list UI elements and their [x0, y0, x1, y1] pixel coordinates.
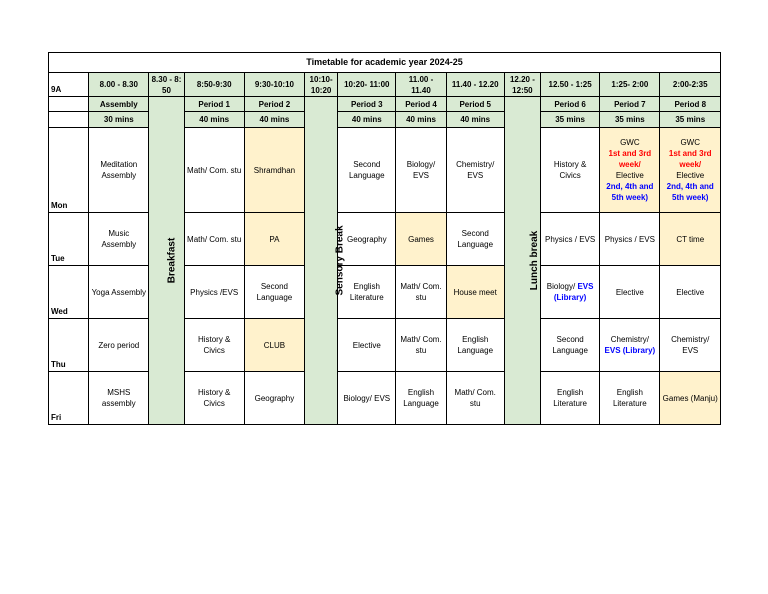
schedule-cell-library: [540, 266, 599, 319]
gwc-weeks-red: 1st and 3rd week/: [608, 149, 652, 169]
gwc-cell-p7: [600, 128, 660, 213]
time-slot: 8.00 - 8.30: [89, 73, 149, 97]
duration-label: 35 mins: [600, 112, 660, 128]
schedule-cell: Second Language: [338, 128, 396, 213]
schedule-cell-library: [600, 319, 660, 372]
schedule-cell: Physics / EVS: [540, 213, 599, 266]
schedule-cell-highlight: Shramdhan: [244, 128, 304, 213]
day-label-tue: Tue: [49, 213, 89, 266]
duration-label: 40 mins: [338, 112, 396, 128]
schedule-cell: English Language: [446, 319, 504, 372]
schedule-cell: Math/ Com. stu: [184, 128, 244, 213]
duration-label: 40 mins: [244, 112, 304, 128]
schedule-cell: Second Language: [540, 319, 599, 372]
gwc-elective: Elective: [615, 171, 644, 180]
breakfast-label: Breakfast: [166, 237, 178, 284]
schedule-cell: Physics /EVS: [184, 266, 244, 319]
schedule-cell: Zero period: [89, 319, 149, 372]
class-label: 9A: [49, 73, 89, 97]
period-label: Period 1: [184, 97, 244, 112]
gwc-weeks-red: 1st and 3rd week/: [668, 149, 712, 169]
schedule-cell: Elective: [338, 319, 396, 372]
schedule-cell-highlight: CT time: [660, 213, 721, 266]
schedule-cell: Second Language: [244, 266, 304, 319]
period-label: Period 8: [660, 97, 721, 112]
gwc-label: GWC: [620, 138, 640, 147]
gwc-cell-p8: [660, 128, 721, 213]
library-text: EVS (Library): [604, 346, 656, 355]
schedule-cell: Math/ Com. stu: [446, 372, 504, 425]
period-label: Period 6: [540, 97, 599, 112]
period-label: Period 5: [446, 97, 504, 112]
time-slot-sensory: 10:10- 10:20: [305, 73, 338, 97]
lunch-break: [504, 97, 540, 425]
breakfast-break: [149, 97, 184, 425]
schedule-cell: Physics / EVS: [600, 213, 660, 266]
schedule-cell: English Language: [396, 372, 446, 425]
time-slot: 1:25- 2:00: [600, 73, 660, 97]
time-slot: 11.00 - 11.40: [396, 73, 446, 97]
schedule-cell: Chemistry/ EVS: [660, 319, 721, 372]
duration-label: 40 mins: [446, 112, 504, 128]
time-slot-lunch: 12.20 - 12:50: [504, 73, 540, 97]
time-slot: 11.40 - 12.20: [446, 73, 504, 97]
schedule-cell: History & Civics: [184, 372, 244, 425]
schedule-cell: Meditation Assembly: [89, 128, 149, 213]
gwc-elective: Elective: [676, 171, 705, 180]
subject-text: Biology/: [546, 282, 578, 291]
time-slot: 8:50-9:30: [184, 73, 244, 97]
sensory-label: Sensory Break: [334, 225, 346, 296]
duration-label: 35 mins: [540, 112, 599, 128]
day-label-thu: Thu: [49, 319, 89, 372]
day-label-fri: Fri: [49, 372, 89, 425]
schedule-cell: Math/ Com. stu: [184, 213, 244, 266]
schedule-cell-highlight: Games: [396, 213, 446, 266]
subject-text: Chemistry/: [610, 335, 649, 344]
schedule-cell: History & Civics: [184, 319, 244, 372]
schedule-cell: History & Civics: [540, 128, 599, 213]
schedule-cell: English Literature: [338, 266, 396, 319]
blank-cell: [49, 97, 89, 112]
duration-label: 35 mins: [660, 112, 721, 128]
schedule-cell-highlight: CLUB: [244, 319, 304, 372]
period-label: Assembly: [89, 97, 149, 112]
period-label: Period 3: [338, 97, 396, 112]
time-slot-breakfast: 8.30 - 8: 50: [149, 73, 184, 97]
timetable: [48, 52, 721, 425]
day-label-wed: Wed: [49, 266, 89, 319]
schedule-cell: Second Language: [446, 213, 504, 266]
schedule-cell: Math/ Com. stu: [396, 266, 446, 319]
schedule-cell: Chemistry/ EVS: [446, 128, 504, 213]
time-slot: 10:20- 11:00: [338, 73, 396, 97]
period-label: Period 2: [244, 97, 304, 112]
duration-label: 40 mins: [184, 112, 244, 128]
schedule-cell: Math/ Com. stu: [396, 319, 446, 372]
schedule-cell: Music Assembly: [89, 213, 149, 266]
schedule-cell: Yoga Assembly: [89, 266, 149, 319]
duration-label: 40 mins: [396, 112, 446, 128]
time-slot: 9:30-10:10: [244, 73, 304, 97]
period-label: Period 4: [396, 97, 446, 112]
sensory-break: [305, 97, 346, 425]
duration-label: 30 mins: [89, 112, 149, 128]
schedule-cell: Biology/ EVS: [338, 372, 396, 425]
library-text: EVS (Library): [553, 282, 594, 302]
blank-cell: [49, 112, 89, 128]
time-slot: 12.50 - 1:25: [540, 73, 599, 97]
schedule-cell: English Literature: [600, 372, 660, 425]
schedule-cell: Biology/ EVS: [396, 128, 446, 213]
schedule-cell: Elective: [660, 266, 721, 319]
schedule-cell: Elective: [600, 266, 660, 319]
schedule-cell-highlight: House meet: [446, 266, 504, 319]
schedule-cell: English Literature: [540, 372, 599, 425]
schedule-cell: Geography: [338, 213, 396, 266]
gwc-weeks-blue: 2nd, 4th and 5th week): [666, 182, 714, 202]
gwc-label: GWC: [680, 138, 701, 147]
lunch-label: Lunch break: [529, 230, 541, 291]
schedule-cell-highlight: PA: [244, 213, 304, 266]
time-slot: 2:00-2:35: [660, 73, 721, 97]
timetable-title: Timetable for academic year 2024-25: [49, 53, 721, 73]
schedule-cell: MSHS assembly: [89, 372, 149, 425]
schedule-cell: Geography: [244, 372, 304, 425]
gwc-weeks-blue: 2nd, 4th and 5th week): [606, 182, 654, 202]
schedule-cell-highlight: Games (Manju): [660, 372, 721, 425]
day-label-mon: Mon: [49, 128, 89, 213]
period-label: Period 7: [600, 97, 660, 112]
